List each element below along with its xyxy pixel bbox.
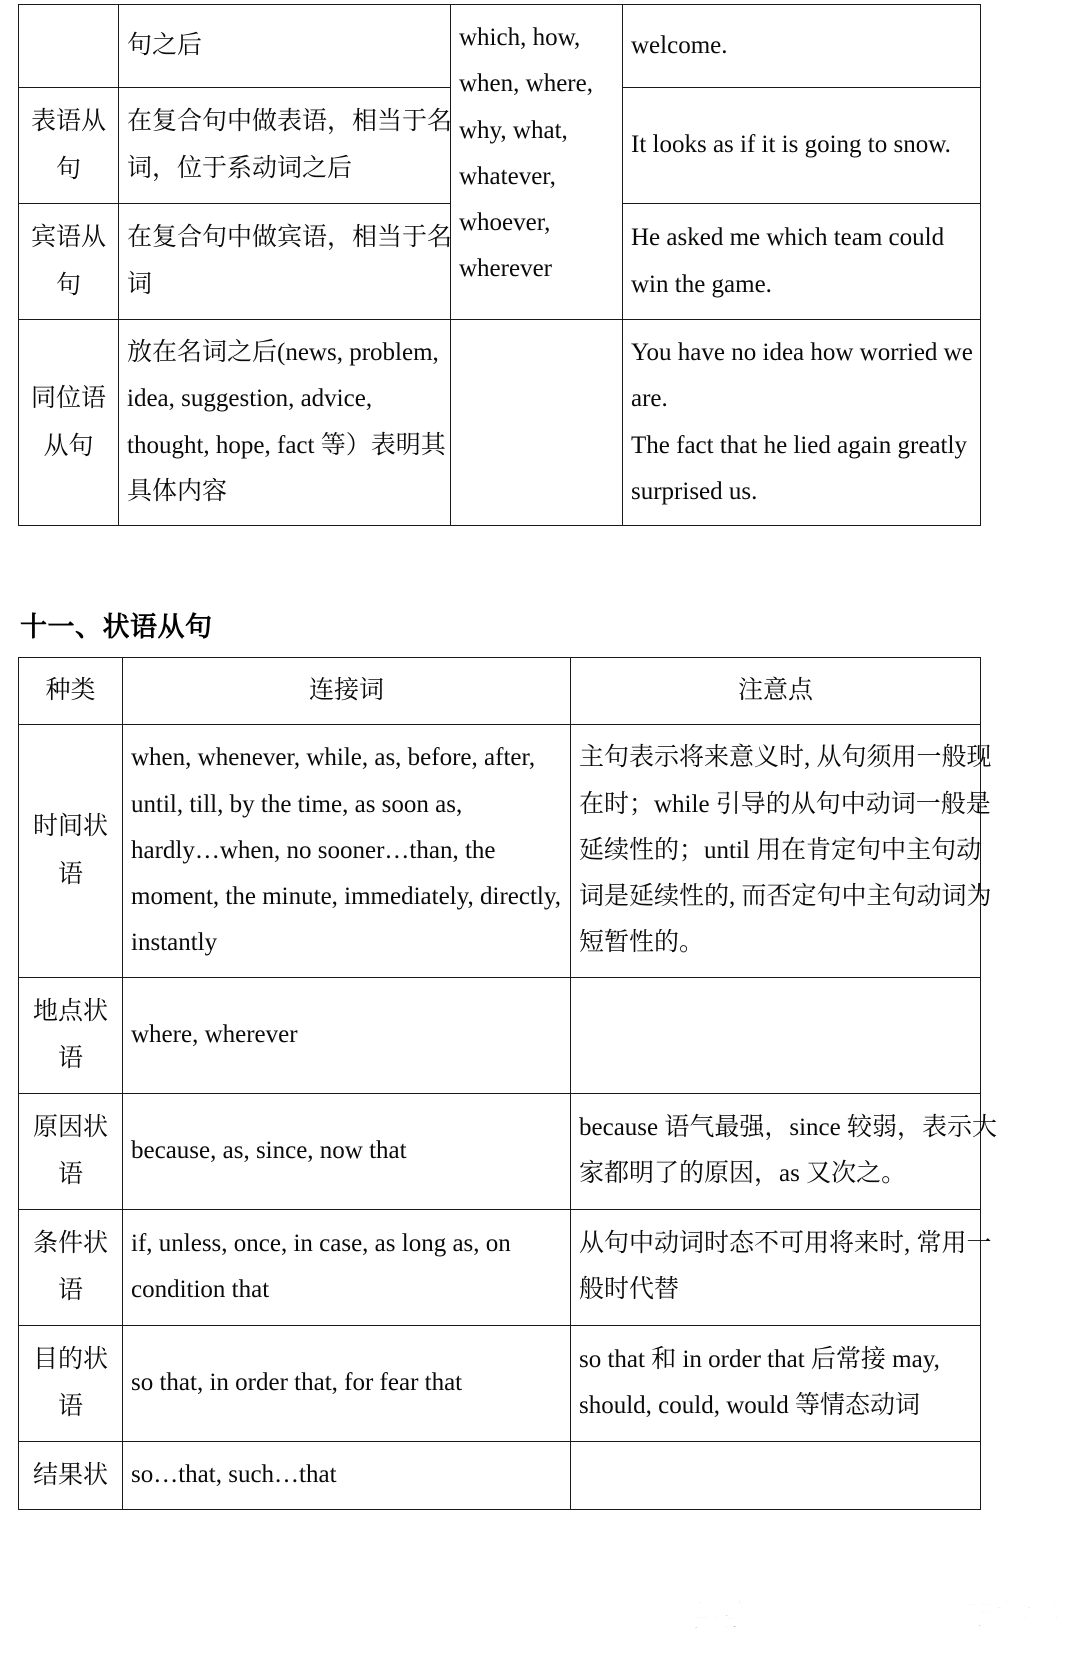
note-line: 词是延续性的, 而否定句中主句动词为 <box>579 883 992 910</box>
kind-line: 语 <box>57 860 83 888</box>
clause-example-cell <box>623 88 981 204</box>
kind-line: 地点状 <box>32 997 108 1025</box>
table-row <box>19 1325 981 1441</box>
kind-line: 同位语 <box>30 385 106 412</box>
description-line: thought, hope, fact 等）表明其 <box>127 431 446 459</box>
description-line: idea, suggestion, advice, <box>127 385 373 413</box>
adverbial-notes-cell <box>571 1209 992 1325</box>
connectors-cell <box>451 5 623 320</box>
connective-line: hardly…when, no sooner…than, the <box>131 836 496 864</box>
page-title: 十一、状语从句 <box>20 612 213 643</box>
clause-kind-cell <box>19 5 119 88</box>
clause-kind-cell <box>19 204 119 320</box>
connective-line: moment, the minute, immediately, directly, <box>131 883 561 910</box>
connector-line: which, how, <box>459 24 581 51</box>
description-line: 句之后 <box>127 31 203 59</box>
connectors-cell-empty <box>451 320 623 526</box>
clause-kind-cell <box>19 88 119 204</box>
adverbial-notes-cell <box>571 1441 981 1510</box>
example-line: The fact that he lied again greatly <box>631 431 967 459</box>
note-line: 从句中动词时态不可用将来时, 常用一 <box>579 1229 992 1257</box>
adverbial-kind-cell <box>19 1325 123 1441</box>
clause-example-cell <box>623 204 981 320</box>
table-row <box>19 1209 981 1325</box>
adverbial-kind-cell <box>19 977 123 1093</box>
table-row <box>19 725 981 977</box>
table-row <box>19 1093 981 1209</box>
table-header-row <box>19 658 981 725</box>
header-notes: 注意点 <box>571 658 981 725</box>
description-line: 在复合句中做宾语，相当于名 <box>127 224 453 252</box>
connective-line: so that, in order that, for fear that <box>131 1368 463 1396</box>
adverbial-notes-cell <box>571 977 981 1093</box>
adverbial-connectives-cell <box>123 1209 571 1325</box>
adverbial-kind-cell <box>19 1441 123 1510</box>
example-line: are. <box>631 385 668 413</box>
clause-description-cell <box>119 320 451 526</box>
table-row <box>19 320 981 526</box>
adverbial-clause-table <box>18 657 997 1510</box>
clause-description-cell <box>119 204 451 320</box>
kind-line: 语 <box>57 1045 83 1072</box>
clause-description-cell <box>119 5 451 88</box>
connector-line: wherever <box>459 255 552 283</box>
watermark-text: 头条 @Wanderer万娘娘 <box>694 1599 1058 1634</box>
adverbial-kind-cell <box>19 725 123 977</box>
header-connectives: 连接词 <box>123 658 571 725</box>
watermark <box>695 1591 1058 1635</box>
adverbial-notes-cell <box>571 1093 997 1209</box>
clause-example-cell <box>623 5 981 88</box>
note-line: 家都明了的原因，as 又次之。 <box>579 1160 907 1187</box>
kind-line: 语 <box>57 1277 83 1304</box>
connective-line: when, whenever, while, as, before, after, <box>131 744 536 772</box>
adverbial-kind-cell <box>19 1209 123 1325</box>
adverbial-connectives-cell <box>123 977 571 1093</box>
example-line: You have no idea how worried we <box>631 339 973 366</box>
kind-line: 从句 <box>43 432 94 460</box>
connective-line: because, as, since, now that <box>131 1136 407 1164</box>
adverbial-connectives-cell <box>123 725 571 977</box>
connective-line: where, wherever <box>131 1020 298 1048</box>
connector-line: whoever, <box>459 209 551 236</box>
adverbial-notes-cell <box>571 1325 981 1441</box>
kind-line: 宾语从 <box>30 224 106 251</box>
example-line: welcome. <box>631 31 728 59</box>
connector-line: why, what, <box>459 116 568 144</box>
kind-line: 条件状 <box>32 1229 108 1257</box>
example-line: He asked me which team could <box>631 224 945 252</box>
kind-line: 时间状 <box>32 813 108 841</box>
kind-line: 目的状 <box>32 1345 108 1373</box>
note-line: should, could, would 等情态动词 <box>579 1392 920 1419</box>
kind-line: 句 <box>55 155 81 183</box>
clause-kind-cell <box>19 320 119 526</box>
description-line: 放在名词之后(news, problem, <box>127 339 439 366</box>
example-line: win the game. <box>631 270 772 298</box>
kind-line: 原因状 <box>32 1113 108 1141</box>
note-line: 般时代替 <box>579 1276 680 1303</box>
adverbial-kind-cell <box>19 1093 123 1209</box>
note-line: 在时；while 引导的从句中动词一般是 <box>579 790 991 818</box>
noun-clause-table <box>18 4 981 526</box>
connective-line: until, till, by the time, as soon as, <box>131 790 463 818</box>
connector-line: whatever, <box>459 162 556 190</box>
description-line: 在复合句中做表语，相当于名 <box>127 108 453 136</box>
note-line: so that 和 in order that 后常接 may, <box>579 1345 940 1373</box>
kind-line: 表语从 <box>30 108 106 135</box>
connective-line: if, unless, once, in case, as long as, on <box>131 1229 511 1257</box>
adverbial-connectives-cell <box>123 1325 571 1441</box>
connective-line: instantly <box>131 929 218 957</box>
note-line: because 语气最强，since 较弱，表示大 <box>579 1113 997 1141</box>
example-line: It looks as if it is going to snow. <box>631 131 951 159</box>
example-line: surprised us. <box>631 477 758 505</box>
note-line: 短暂性的。 <box>579 929 705 957</box>
note-line: 主句表示将来意义时, 从句须用一般现 <box>579 744 992 772</box>
header-kind: 种类 <box>19 658 123 725</box>
description-line: 词 <box>127 270 153 298</box>
connective-line: condition that <box>131 1276 270 1303</box>
kind-line: 语 <box>57 1393 83 1420</box>
description-line: 具体内容 <box>127 477 228 505</box>
adverbial-notes-cell <box>571 725 992 977</box>
kind-line: 结果状 <box>32 1461 108 1489</box>
kind-line: 句 <box>55 271 81 299</box>
kind-line: 语 <box>57 1161 83 1188</box>
table-row <box>19 5 981 88</box>
table-row <box>19 977 981 1093</box>
table-row <box>19 1441 981 1510</box>
clause-description-cell <box>119 88 451 204</box>
adverbial-connectives-cell <box>123 1441 571 1510</box>
description-line: 词，位于系动词之后 <box>127 154 353 182</box>
adverbial-connectives-cell <box>123 1093 571 1209</box>
clause-example-cell <box>623 320 981 526</box>
connector-line: when, where, <box>459 70 593 98</box>
connective-line: so…that, such…that <box>131 1461 337 1489</box>
note-line: 延续性的；until 用在肯定句中主句动 <box>579 836 982 864</box>
